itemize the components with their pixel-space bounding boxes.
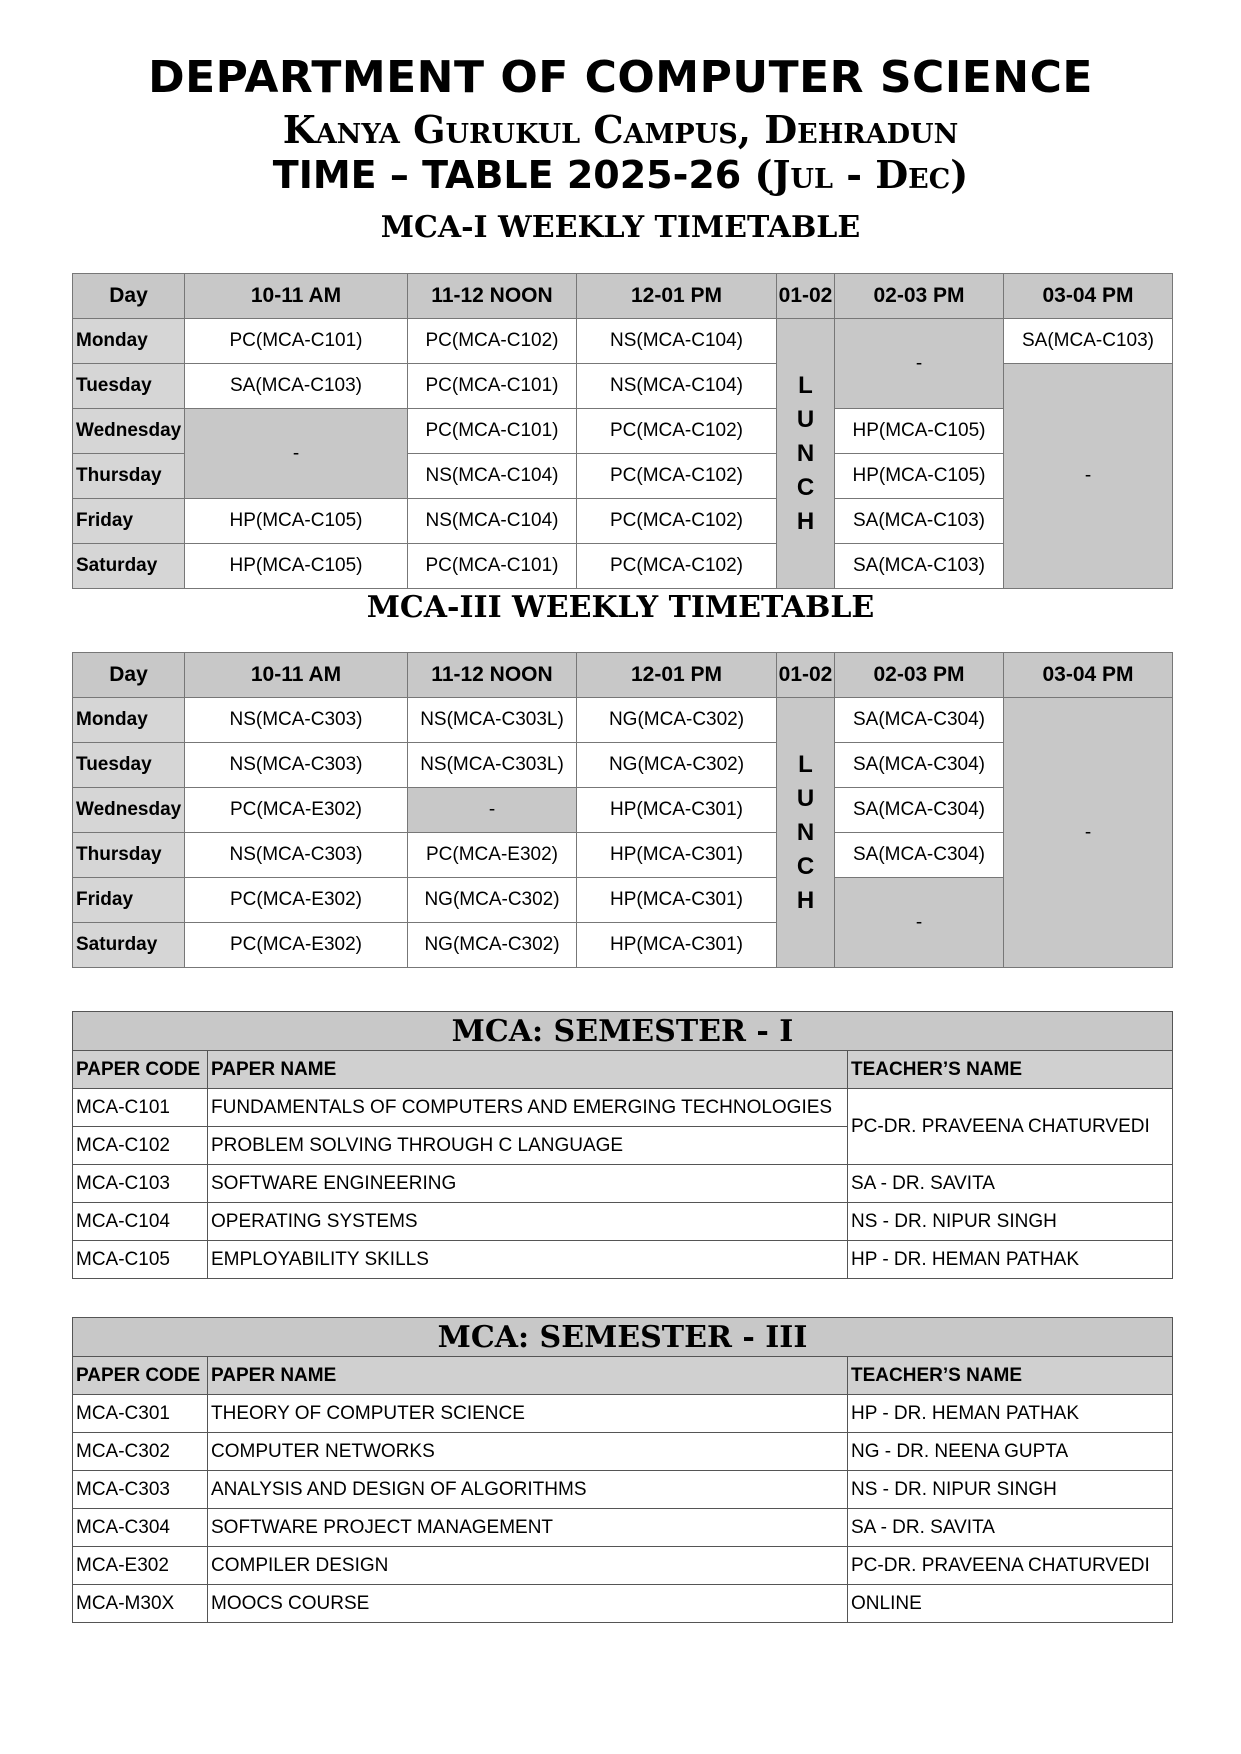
- paper-code: MCA-C304: [73, 1509, 208, 1547]
- table-row: [73, 1203, 1173, 1241]
- slot-cell: HP(MCA-C301): [577, 923, 777, 968]
- paper-name: FUNDAMENTALS OF COMPUTERS AND EMERGING TECHNOLOGIES: [208, 1089, 848, 1127]
- slot-cell: HP(MCA-C105): [185, 544, 408, 589]
- sem1-title: MCA: SEMESTER - I: [73, 1012, 1173, 1051]
- table-row: [73, 1509, 1173, 1547]
- table-row: [73, 1471, 1173, 1509]
- paper-name: COMPILER DESIGN: [208, 1547, 848, 1585]
- day-label: Saturday: [73, 923, 185, 968]
- col-12-01: 12-01 PM: [577, 274, 777, 319]
- slot-cell: NG(MCA-C302): [408, 878, 577, 923]
- col-01-02: 01-02: [777, 274, 835, 319]
- col-paper-code: PAPER CODE: [73, 1051, 208, 1089]
- paper-name: COMPUTER NETWORKS: [208, 1433, 848, 1471]
- sem3-title-row: [73, 1318, 1173, 1357]
- sem1-header-row: [73, 1051, 1173, 1089]
- slot-cell: SA(MCA-C103): [835, 544, 1004, 589]
- lunch-letter: C: [796, 852, 815, 880]
- col-day: Day: [73, 274, 185, 319]
- slot-cell: PC(MCA-C101): [408, 409, 577, 454]
- lunch-letter: L: [798, 750, 813, 778]
- paper-code: MCA-C303: [73, 1471, 208, 1509]
- col-paper-name: PAPER NAME: [208, 1051, 848, 1089]
- mca3-row-monday: [73, 698, 1173, 743]
- sem3-title: MCA: SEMESTER - III: [73, 1318, 1173, 1357]
- paper-name: SOFTWARE ENGINEERING: [208, 1165, 848, 1203]
- slot-cell: HP(MCA-C301): [577, 833, 777, 878]
- teacher-name: HP - DR. HEMAN PATHAK: [848, 1395, 1173, 1433]
- paper-code: MCA-C103: [73, 1165, 208, 1203]
- col-02-03: 02-03 PM: [835, 653, 1004, 698]
- col-03-04: 03-04 PM: [1004, 274, 1173, 319]
- lunch-letter: U: [796, 405, 815, 433]
- day-label: Tuesday: [73, 743, 185, 788]
- slot-cell: NS(MCA-C104): [408, 454, 577, 499]
- timetable-title: [0, 152, 1241, 197]
- slot-cell: PC(MCA-C102): [577, 499, 777, 544]
- paper-code: MCA-M30X: [73, 1585, 208, 1623]
- day-label: Friday: [73, 878, 185, 923]
- paper-code: MCA-C302: [73, 1433, 208, 1471]
- col-01-02: 01-02: [777, 653, 835, 698]
- slot-cell: PC(MCA-C101): [408, 364, 577, 409]
- paper-name: EMPLOYABILITY SKILLS: [208, 1241, 848, 1279]
- slot-cell: SA(MCA-C103): [1004, 319, 1173, 364]
- day-label: Saturday: [73, 544, 185, 589]
- slot-cell: HP(MCA-C105): [185, 499, 408, 544]
- col-12-01: 12-01 PM: [577, 653, 777, 698]
- teacher-name: NS - DR. NIPUR SINGH: [848, 1471, 1173, 1509]
- slot-cell: PC(MCA-E302): [408, 833, 577, 878]
- col-teacher-name: TEACHER’S NAME: [848, 1357, 1173, 1395]
- mca1-row-tuesday: [73, 364, 1173, 409]
- slot-cell: PC(MCA-C102): [408, 319, 577, 364]
- slot-cell: NS(MCA-C104): [408, 499, 577, 544]
- slot-cell: NG(MCA-C302): [577, 698, 777, 743]
- lunch-letter: U: [796, 784, 815, 812]
- slot-cell: -: [408, 788, 577, 833]
- paper-name: MOOCS COURSE: [208, 1585, 848, 1623]
- day-label: Tuesday: [73, 364, 185, 409]
- paper-code: MCA-C104: [73, 1203, 208, 1241]
- mca3-header-row: [73, 653, 1173, 698]
- slot-cell: -: [185, 409, 408, 499]
- mca1-row-monday: [73, 319, 1173, 364]
- slot-cell: PC(MCA-C101): [185, 319, 408, 364]
- paper-name: SOFTWARE PROJECT MANAGEMENT: [208, 1509, 848, 1547]
- col-paper-name: PAPER NAME: [208, 1357, 848, 1395]
- slot-cell: -: [1004, 364, 1173, 589]
- slot-cell: SA(MCA-C103): [835, 499, 1004, 544]
- paper-name: ANALYSIS AND DESIGN OF ALGORITHMS: [208, 1471, 848, 1509]
- timetable-title-period: (Jul - Dec): [754, 152, 969, 197]
- lunch-letter: C: [796, 473, 815, 501]
- sem1-title-row: [73, 1012, 1173, 1051]
- col-11-12: 11-12 NOON: [408, 274, 577, 319]
- slot-cell: NG(MCA-C302): [408, 923, 577, 968]
- slot-cell: SA(MCA-C103): [185, 364, 408, 409]
- slot-cell: SA(MCA-C304): [835, 833, 1004, 878]
- col-day: Day: [73, 653, 185, 698]
- teacher-name: PC-DR. PRAVEENA CHATURVEDI: [848, 1547, 1173, 1585]
- slot-cell: NS(MCA-C104): [577, 364, 777, 409]
- slot-cell: PC(MCA-C102): [577, 454, 777, 499]
- col-teacher-name: TEACHER’S NAME: [848, 1051, 1173, 1089]
- col-10-11: 10-11 AM: [185, 274, 408, 319]
- paper-code: MCA-E302: [73, 1547, 208, 1585]
- slot-cell: PC(MCA-E302): [185, 878, 408, 923]
- mca1-heading: MCA-I WEEKLY TIMETABLE: [380, 210, 861, 245]
- slot-cell: NS(MCA-C303): [185, 698, 408, 743]
- campus-title: Kanya Gurukul Campus, Dehradun: [282, 107, 959, 152]
- table-row: [73, 1241, 1173, 1279]
- day-label: Monday: [73, 319, 185, 364]
- slot-cell: -: [835, 319, 1004, 409]
- paper-code: MCA-C101: [73, 1089, 208, 1127]
- table-row: [73, 1395, 1173, 1433]
- sem3-header-row: [73, 1357, 1173, 1395]
- teacher-name: ONLINE: [848, 1585, 1173, 1623]
- mca3-heading: MCA-III WEEKLY TIMETABLE: [366, 590, 875, 625]
- teacher-name: NS - DR. NIPUR SINGH: [848, 1203, 1173, 1241]
- sem3-table: [72, 1317, 1173, 1623]
- table-row: [73, 1433, 1173, 1471]
- paper-name: THEORY OF COMPUTER SCIENCE: [208, 1395, 848, 1433]
- paper-name: OPERATING SYSTEMS: [208, 1203, 848, 1241]
- slot-cell: -: [835, 878, 1004, 968]
- sem1-table: [72, 1011, 1173, 1279]
- col-02-03: 02-03 PM: [835, 274, 1004, 319]
- paper-code: MCA-C301: [73, 1395, 208, 1433]
- col-03-04: 03-04 PM: [1004, 653, 1173, 698]
- timetable-title-main: TIME – TABLE 2025-26: [272, 153, 755, 197]
- table-row: [73, 1547, 1173, 1585]
- lunch-letter: L: [798, 371, 813, 399]
- slot-cell: NS(MCA-C104): [577, 319, 777, 364]
- slot-cell: NS(MCA-C303L): [408, 698, 577, 743]
- slot-cell: HP(MCA-C105): [835, 454, 1004, 499]
- teacher-name: SA - DR. SAVITA: [848, 1509, 1173, 1547]
- mca1-timetable: [72, 273, 1173, 589]
- slot-cell: SA(MCA-C304): [835, 698, 1004, 743]
- lunch-letter: N: [796, 439, 815, 467]
- day-label: Wednesday: [73, 788, 185, 833]
- slot-cell: PC(MCA-C101): [408, 544, 577, 589]
- slot-cell: -: [1004, 698, 1173, 968]
- day-label: Thursday: [73, 833, 185, 878]
- slot-cell: NS(MCA-C303L): [408, 743, 577, 788]
- day-label: Wednesday: [73, 409, 185, 454]
- col-paper-code: PAPER CODE: [73, 1357, 208, 1395]
- slot-cell: HP(MCA-C301): [577, 878, 777, 923]
- col-11-12: 11-12 NOON: [408, 653, 577, 698]
- paper-name: PROBLEM SOLVING THROUGH C LANGUAGE: [208, 1127, 848, 1165]
- lunch-letter: H: [796, 507, 815, 535]
- slot-cell: PC(MCA-E302): [185, 788, 408, 833]
- teacher-name: HP - DR. HEMAN PATHAK: [848, 1241, 1173, 1279]
- teacher-name: SA - DR. SAVITA: [848, 1165, 1173, 1203]
- teacher-name: PC-DR. PRAVEENA CHATURVEDI: [848, 1089, 1173, 1165]
- slot-cell: PC(MCA-E302): [185, 923, 408, 968]
- slot-cell: SA(MCA-C304): [835, 788, 1004, 833]
- lunch-letter: H: [796, 886, 815, 914]
- slot-cell: NG(MCA-C302): [577, 743, 777, 788]
- slot-cell: NS(MCA-C303): [185, 743, 408, 788]
- slot-cell: HP(MCA-C105): [835, 409, 1004, 454]
- paper-code: MCA-C102: [73, 1127, 208, 1165]
- slot-cell: PC(MCA-C102): [577, 409, 777, 454]
- day-label: Monday: [73, 698, 185, 743]
- slot-cell: SA(MCA-C304): [835, 743, 1004, 788]
- table-row: [73, 1585, 1173, 1623]
- lunch-cell: [777, 698, 835, 968]
- paper-code: MCA-C105: [73, 1241, 208, 1279]
- lunch-letter: N: [796, 818, 815, 846]
- col-10-11: 10-11 AM: [185, 653, 408, 698]
- mca3-timetable: [72, 652, 1173, 968]
- day-label: Friday: [73, 499, 185, 544]
- day-label: Thursday: [73, 454, 185, 499]
- mca1-header-row: [73, 274, 1173, 319]
- department-title: DEPARTMENT OF COMPUTER SCIENCE: [148, 52, 1093, 103]
- table-row: [73, 1165, 1173, 1203]
- teacher-name: NG - DR. NEENA GUPTA: [848, 1433, 1173, 1471]
- slot-cell: PC(MCA-C102): [577, 544, 777, 589]
- slot-cell: NS(MCA-C303): [185, 833, 408, 878]
- slot-cell: HP(MCA-C301): [577, 788, 777, 833]
- table-row: [73, 1089, 1173, 1127]
- lunch-cell: [777, 319, 835, 589]
